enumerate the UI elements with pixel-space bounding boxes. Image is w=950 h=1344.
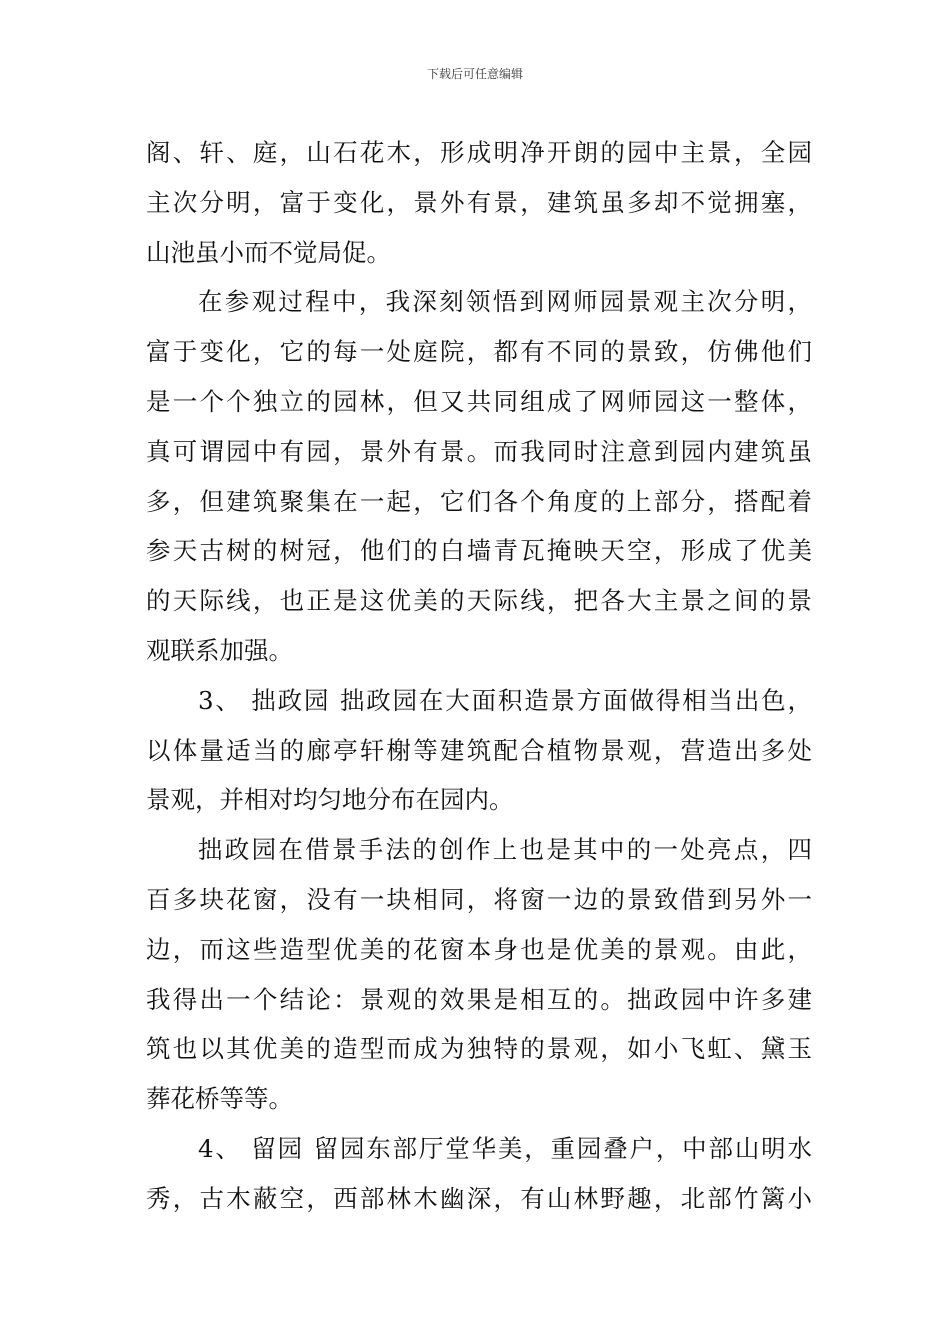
- page-header: 下载后可任意编辑: [426, 67, 523, 81]
- text-line: 景观，并相对均匀地分布在园内。: [146, 785, 514, 815]
- text-line: 参天古树的树冠，他们的白墙青瓦掩映天空，形成了优美: [146, 536, 812, 566]
- text-line: 是一个个独立的园林，但又共同组成了网师园这一整体，: [146, 386, 812, 416]
- text-line: 秀，古木蔽空，西部林木幽深，有山林野趣，北部竹篱小: [146, 1183, 812, 1213]
- text-line: 葬花桥等等。: [146, 1084, 293, 1114]
- text-line: 阁、轩、庭，山石花木，形成明净开朗的园中主景，全园: [146, 138, 812, 167]
- text-line: 真可谓园中有园，景外有景。而我同时注意到园内建筑虽: [146, 436, 812, 466]
- text-line: 我得出一个结论：景观的效果是相互的。拙政园中许多建: [146, 984, 812, 1014]
- body-text: [146, 128, 812, 1224]
- text-line: 拙政园在借景手法的创作上也是其中的一处亮点，四: [198, 835, 812, 865]
- text-line: 的天际线，也正是这优美的天际线，把各大主景之间的景: [146, 586, 812, 616]
- text-line: 4、 留园 留园东部厅堂华美，重园叠户，中部山明水: [198, 1133, 812, 1163]
- text-line: 观联系加强。: [146, 635, 293, 665]
- text-line: 筑也以其优美的造型而成为独特的景观，如小飞虹、黛玉: [146, 1034, 812, 1064]
- text-line: 山池虽小而不觉局促。: [146, 237, 391, 267]
- text-line: 主次分明，富于变化，景外有景，建筑虽多却不觉拥塞，: [146, 187, 812, 217]
- text-line: 3、 拙政园 拙政园在大面积造景方面做得相当出色，: [198, 685, 812, 715]
- text-line: 以体量适当的廊亭轩榭等建筑配合植物景观，营造出多处: [146, 735, 812, 765]
- text-line: 富于变化，它的每一处庭院，都有不同的景致，仿佛他们: [146, 337, 812, 367]
- text-line: 在参观过程中，我深刻领悟到网师园景观主次分明，: [198, 287, 812, 317]
- text-line: 边，而这些造型优美的花窗本身也是优美的景观。由此，: [146, 934, 812, 964]
- text-line: 百多块花窗，没有一块相同，将窗一边的景致借到另外一: [146, 884, 812, 914]
- text-line: 多，但建筑聚集在一起，它们各个角度的上部分，搭配着: [146, 486, 812, 516]
